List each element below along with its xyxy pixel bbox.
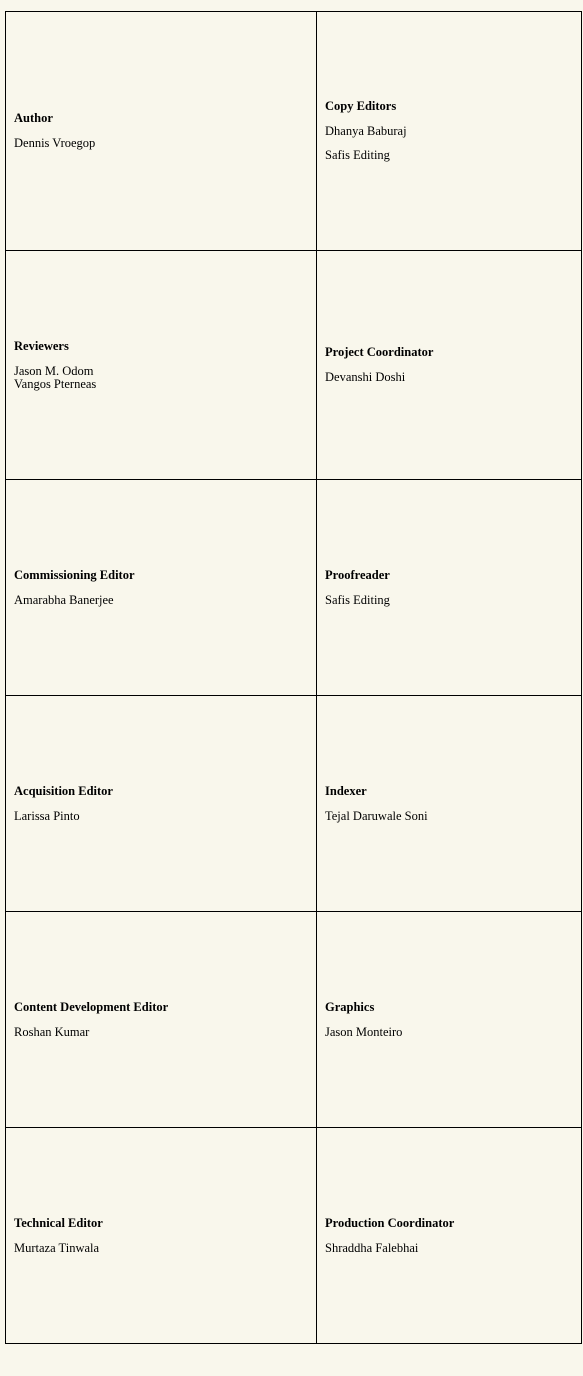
person-name: Jason Monteiro bbox=[325, 1024, 403, 1039]
credit-cell-production-coordinator bbox=[317, 1128, 582, 1344]
role-label: Copy Editors bbox=[325, 99, 397, 113]
table-row bbox=[6, 251, 582, 480]
table-row bbox=[6, 480, 582, 696]
person-name: Dhanya Baburaj bbox=[325, 124, 407, 138]
role-label: Acquisition Editor bbox=[14, 783, 113, 798]
role-label: Proofreader bbox=[325, 567, 390, 582]
person-name: Safis Editing bbox=[325, 592, 390, 607]
credit-cell-author bbox=[6, 12, 317, 251]
role-label: Production Coordinator bbox=[325, 1215, 455, 1230]
person-name: Amarabha Banerjee bbox=[14, 592, 114, 607]
credit-cell-project-coordinator bbox=[317, 251, 582, 480]
role-label: Commissioning Editor bbox=[14, 567, 135, 582]
credit-cell-reviewers bbox=[6, 251, 317, 480]
credit-cell-acquisition-editor bbox=[6, 696, 317, 912]
role-label: Reviewers bbox=[14, 338, 69, 353]
role-label: Technical Editor bbox=[14, 1215, 103, 1230]
person-name: Devanshi Doshi bbox=[325, 370, 406, 384]
credit-cell-copy-editors bbox=[317, 12, 582, 251]
role-label: Author bbox=[14, 111, 53, 125]
credit-cell-commissioning-editor bbox=[6, 480, 317, 696]
credit-cell-graphics bbox=[317, 912, 582, 1128]
person-name: Roshan Kumar bbox=[14, 1024, 90, 1039]
role-label: Graphics bbox=[325, 999, 375, 1014]
table-row bbox=[6, 696, 582, 912]
role-label: Project Coordinator bbox=[325, 345, 434, 359]
person-name: Murtaza Tinwala bbox=[14, 1240, 100, 1255]
table-row bbox=[6, 1128, 582, 1344]
credit-cell-technical-editor bbox=[6, 1128, 317, 1344]
person-name: Larissa Pinto bbox=[14, 808, 80, 823]
credit-cell-proofreader bbox=[317, 480, 582, 696]
credit-cell-indexer bbox=[317, 696, 582, 912]
person-name: Shraddha Falebhai bbox=[325, 1240, 419, 1255]
role-label: Content Development Editor bbox=[14, 999, 169, 1014]
table-row bbox=[6, 12, 582, 251]
person-name: Tejal Daruwale Soni bbox=[325, 808, 428, 823]
role-label: Indexer bbox=[325, 783, 367, 798]
table-row bbox=[6, 912, 582, 1128]
person-name: Dennis Vroegop bbox=[14, 136, 96, 150]
credits-table bbox=[5, 11, 582, 1344]
person-name: Jason M. Odom bbox=[14, 363, 94, 378]
credit-cell-content-development-editor bbox=[6, 912, 317, 1128]
person-name: Safis Editing bbox=[325, 148, 390, 162]
person-name: Vangos Pterneas bbox=[14, 376, 97, 391]
